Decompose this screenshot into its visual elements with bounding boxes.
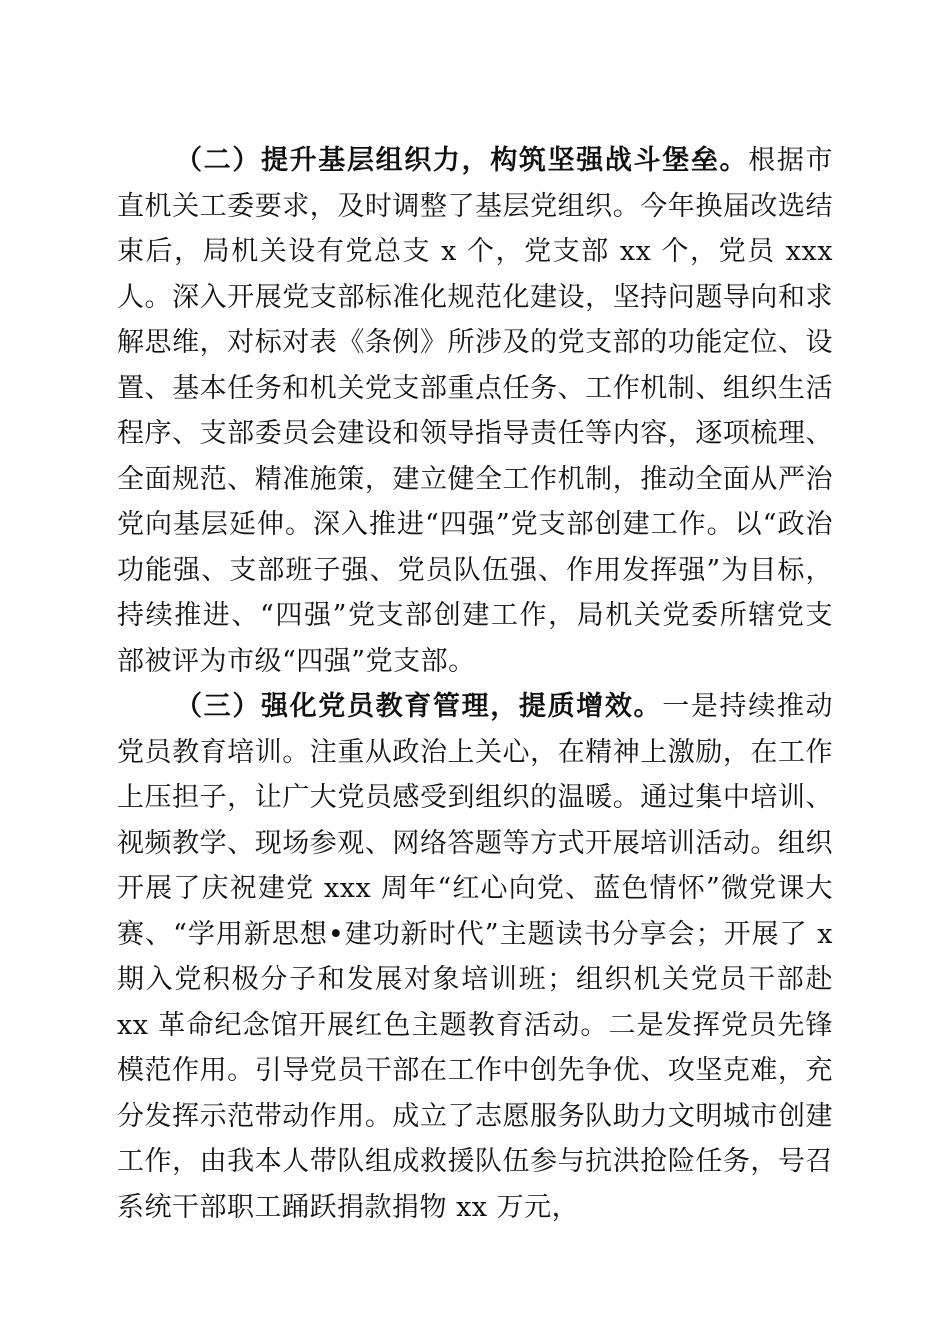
section-2-heading: （二）提升基层组织力，构筑坚强战斗堡垒。 bbox=[175, 145, 749, 176]
document-body bbox=[117, 138, 833, 1230]
section-2-text: 根据市直机关工委要求，及时调整了基层党组织。今年换届改选结束后，局机关设有党总支 x 个，党支部 xx 个，党员 xxx 人。深入开展党支部标准化规范化建设，坚持问题导向和求解思维，对标对表《条例》所涉及的党支部的功能定位、设置、基本任务和机关党支部重点任务、工作机制、组织生活程序、支部委员会建设和领导指导责任等内容，逐项梳理、全面规范、精准施策，建立健全工作机制，推动全面从严治党向基层延伸。深入推进“四强”党支部创建工作。以“政治功能强、支部班子强、党员队伍强、作用发挥强”为目标，持续推进、“四强”党支部创建工作，局机关党委所辖党支部被评为市级“四强”党支部。 bbox=[117, 145, 834, 677]
section-3-text: 一是持续推动党员教育培训。注重从政治上关心，在精神上激励，在工作上压担子，让广大党员感受到组织的温暖。通过集中培训、视频教学、现场参观、网络答题等方式开展培训活动。组织开展了庆祝建党 xxx 周年“红心向党、蓝色情怀”微党课大赛、“学用新思想•建功新时代”主题读书分享会；开展了 x 期入党积极分子和发展对象培训班；组织机关党员干部赴 xx 革命纪念馆开展红色主题教育活动。二是发挥党员先锋模范作用。引导党员干部在工作中创先争优、攻坚克难，充分发挥示范带动作用。成立了志愿服务队助力文明城市创建工作，由我本人带队组成救援队伍参与抗洪抢险任务，号召系统干部职工踊跃捐款捐物 xx 万元， bbox=[117, 691, 834, 1223]
section-3-heading: （三）强化党员教育管理，提质增效。 bbox=[175, 691, 663, 722]
paragraph-section-2 bbox=[117, 138, 833, 684]
paragraph-section-3 bbox=[117, 684, 833, 1230]
